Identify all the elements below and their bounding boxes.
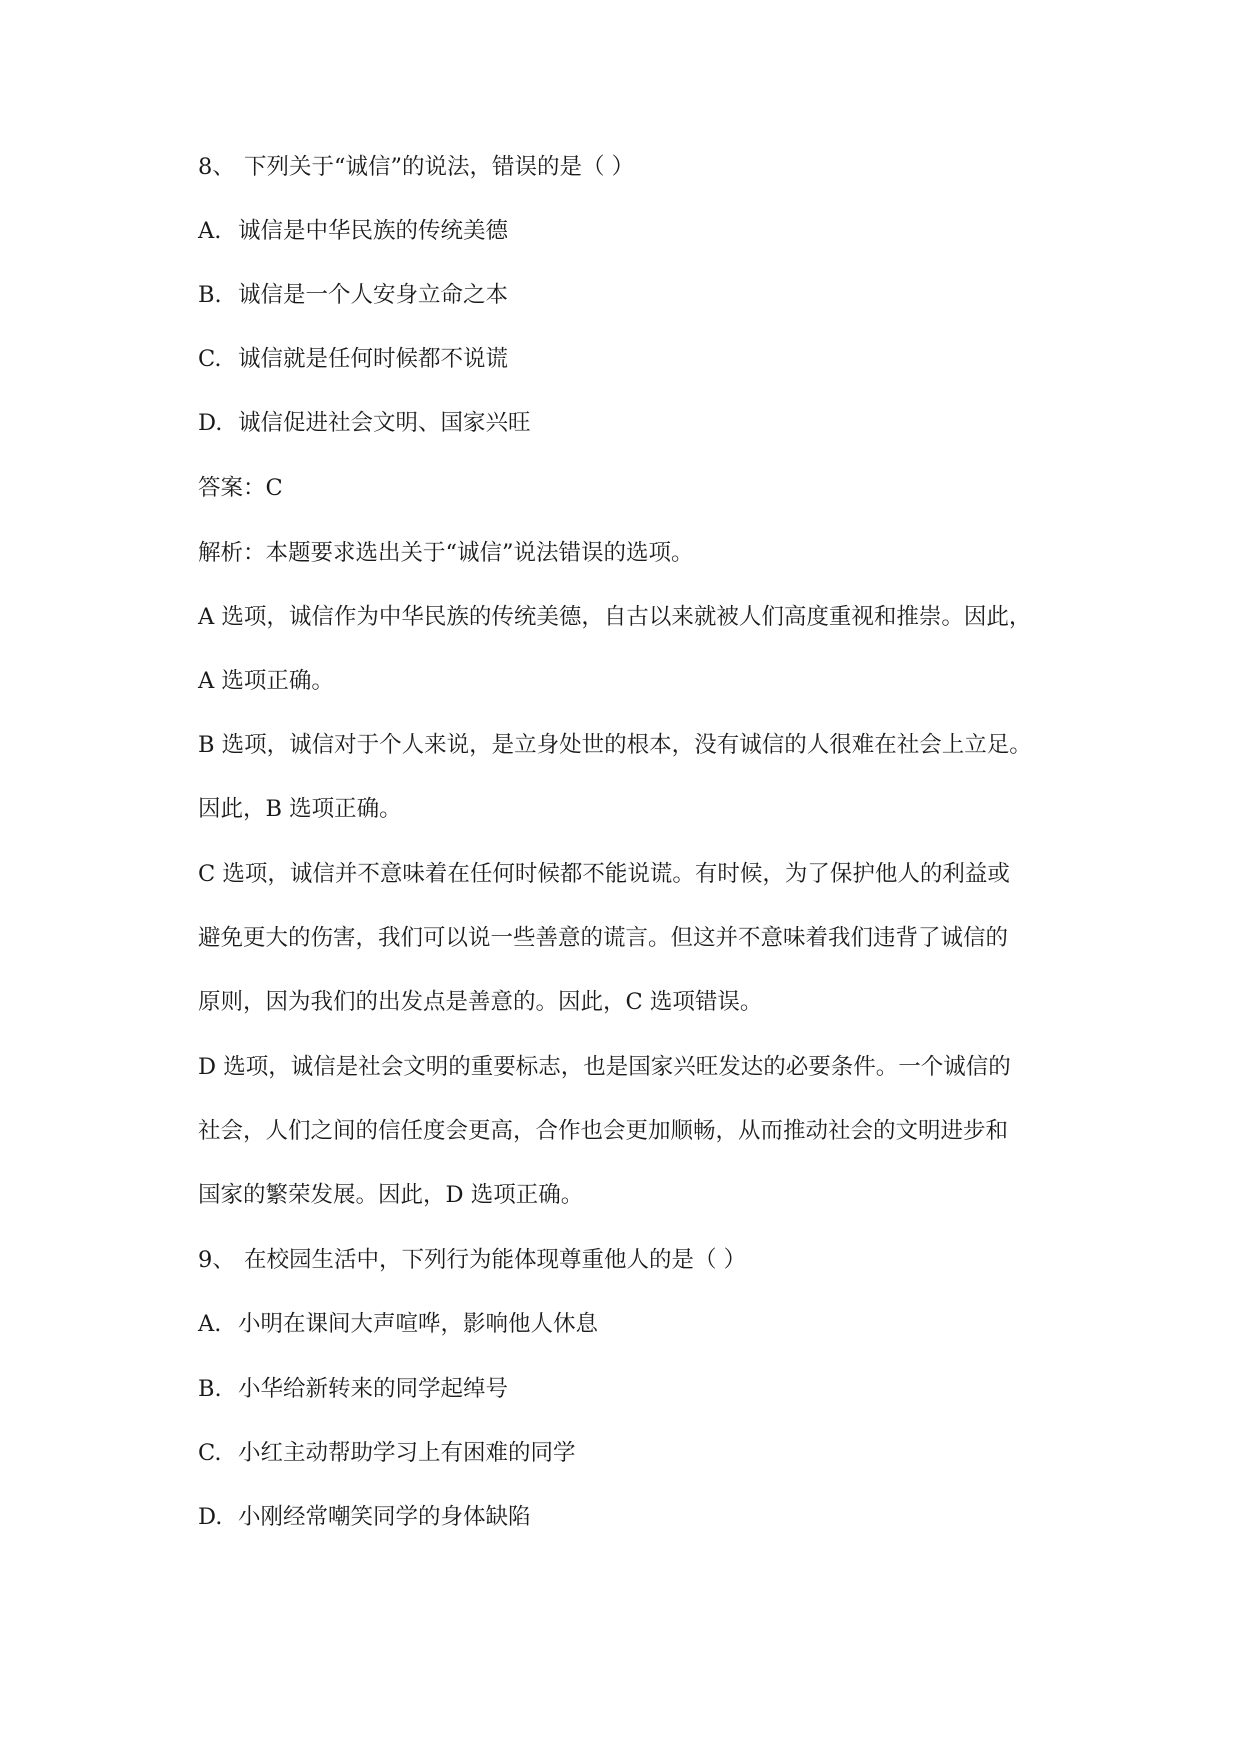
option-a [198, 215, 508, 247]
option-label: D. [198, 1504, 223, 1530]
option-text: 小红主动帮助学习上有困难的同学 [238, 1440, 576, 1466]
option-text: 小华给新转来的同学起绰号 [238, 1376, 509, 1402]
analysis-line: 国家的繁荣发展。因此，D 选项正确。 [198, 1182, 584, 1208]
option-c [198, 1437, 576, 1469]
option-b [198, 279, 508, 311]
analysis-line: A 选项正确。 [198, 668, 334, 694]
analysis-line: 解析：本题要求选出关于“诚信”说法错误的选项。 [198, 540, 694, 566]
option-label: B. [198, 1376, 222, 1402]
option-a [198, 1308, 598, 1340]
question-number: 8、 [198, 154, 235, 180]
option-d [198, 1501, 531, 1533]
option-b [198, 1373, 508, 1405]
option-d [198, 407, 531, 439]
analysis-line: A 选项，诚信作为中华民族的传统美德，自古以来就被人们高度重视和推崇。因此， [198, 604, 1032, 630]
question-text: 下列关于“诚信”的说法，错误的是（ ） [244, 154, 635, 180]
option-text: 诚信是一个人安身立命之本 [238, 282, 509, 308]
option-text: 诚信促进社会文明、国家兴旺 [238, 410, 531, 436]
question-8-stem [198, 151, 634, 183]
answer-line: 答案：C [198, 475, 283, 501]
option-label: A. [198, 1311, 222, 1337]
question-9-stem [198, 1244, 746, 1276]
option-text: 诚信就是任何时候都不说谎 [238, 346, 509, 372]
option-label: A. [198, 218, 222, 244]
option-label: C. [198, 1440, 222, 1466]
analysis-line: B 选项，诚信对于个人来说，是立身处世的根本，没有诚信的人很难在社会上立足。 [198, 732, 1032, 758]
option-c [198, 343, 508, 375]
analysis-line: 原则，因为我们的出发点是善意的。因此，C 选项错误。 [198, 989, 763, 1015]
option-label: D. [198, 410, 223, 436]
option-label: B. [198, 282, 222, 308]
analysis-line: 因此，B 选项正确。 [198, 796, 402, 822]
analysis-line: D 选项，诚信是社会文明的重要标志，也是国家兴旺发达的必要条件。一个诚信的 [198, 1054, 1011, 1080]
question-text: 在校园生活中，下列行为能体现尊重他人的是（ ） [244, 1247, 747, 1273]
option-text: 诚信是中华民族的传统美德 [238, 218, 509, 244]
option-label: C. [198, 346, 222, 372]
analysis-line: C 选项，诚信并不意味着在任何时候都不能说谎。有时候，为了保护他人的利益或 [198, 861, 1010, 887]
question-number: 9、 [198, 1247, 235, 1273]
option-text: 小刚经常嘲笑同学的身体缺陷 [238, 1504, 531, 1530]
option-text: 小明在课间大声喧哗，影响他人休息 [238, 1311, 599, 1337]
analysis-line: 避免更大的伤害，我们可以说一些善意的谎言。但这并不意味着我们违背了诚信的 [198, 925, 1009, 951]
analysis-line: 社会，人们之间的信任度会更高，合作也会更加顺畅，从而推动社会的文明进步和 [198, 1118, 1009, 1144]
